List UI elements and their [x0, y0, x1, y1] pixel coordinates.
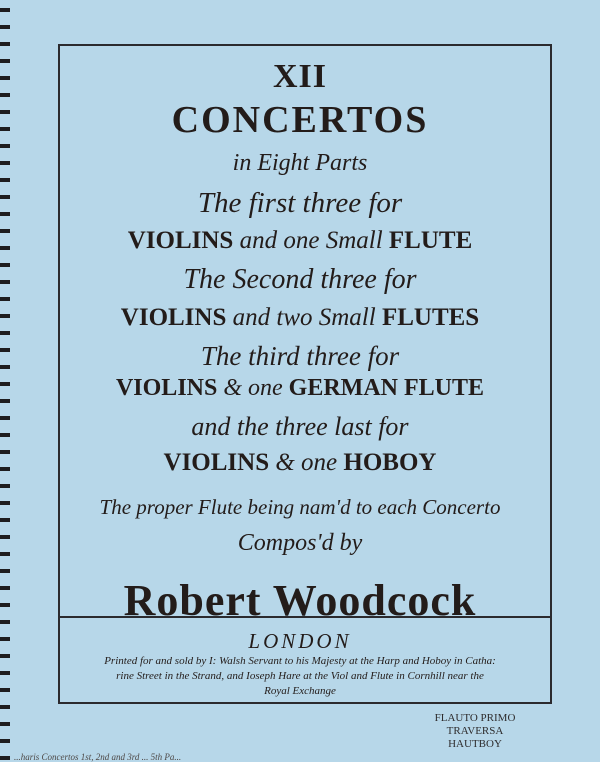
part-label-line-3: HAUTBOY — [448, 738, 502, 750]
third-german-flute: GERMAN FLUTE — [288, 375, 485, 401]
second-violins: VIOLINS — [120, 304, 227, 331]
first-flute: FLUTE — [388, 227, 473, 254]
third-instrumentation — [0, 375, 600, 402]
last-connector: & one — [275, 449, 338, 476]
proper-flute-note: The proper Flute being nam'd to each Concerto — [99, 495, 501, 519]
imprint-line-2: rine Street in the Strand, and Ioseph Hare at the Viol and Flute in Cornhill near the — [116, 670, 484, 682]
third-violins: VIOLINS — [115, 375, 218, 401]
title-number: XII — [272, 58, 328, 95]
first-three-intro: The first three for — [197, 187, 403, 219]
composed-by: Compos'd by — [237, 530, 363, 556]
imprint-city: LONDON — [248, 629, 352, 653]
first-connector: and one Small — [239, 227, 383, 254]
third-three-intro: The third three for — [200, 341, 400, 371]
last-three-intro: and the three last for — [191, 412, 409, 441]
last-instrumentation — [0, 449, 600, 477]
imprint-line-3: Royal Exchange — [264, 685, 336, 697]
second-flutes: FLUTES — [381, 304, 480, 331]
third-connector: & one — [223, 375, 283, 401]
part-label-line-2: TRAVERSA — [446, 725, 504, 737]
last-hoboy: HOBOY — [343, 449, 437, 476]
second-connector: and two Small — [232, 304, 376, 331]
part-label-line-1: FLAUTO PRIMO — [434, 712, 516, 724]
title-concertos: CONCERTOS — [171, 99, 429, 141]
author-name: Robert Woodcock — [123, 576, 477, 625]
subtitle-eight-parts: in Eight Parts — [232, 150, 368, 176]
imprint-line-1: Printed for and sold by I: Walsh Servant to his Majesty at the Harp and Hoboy in Catha: — [104, 655, 496, 667]
first-violins: VIOLINS — [127, 227, 234, 254]
second-three-intro: The Second three for — [183, 264, 417, 295]
bottom-handwritten-note: ...haris Concertos 1st, 2nd and 3rd ... 5th Pa... — [14, 752, 182, 762]
second-instrumentation — [0, 304, 600, 332]
part-label-stamp — [420, 712, 530, 751]
last-violins: VIOLINS — [163, 449, 270, 476]
first-instrumentation — [0, 227, 600, 255]
